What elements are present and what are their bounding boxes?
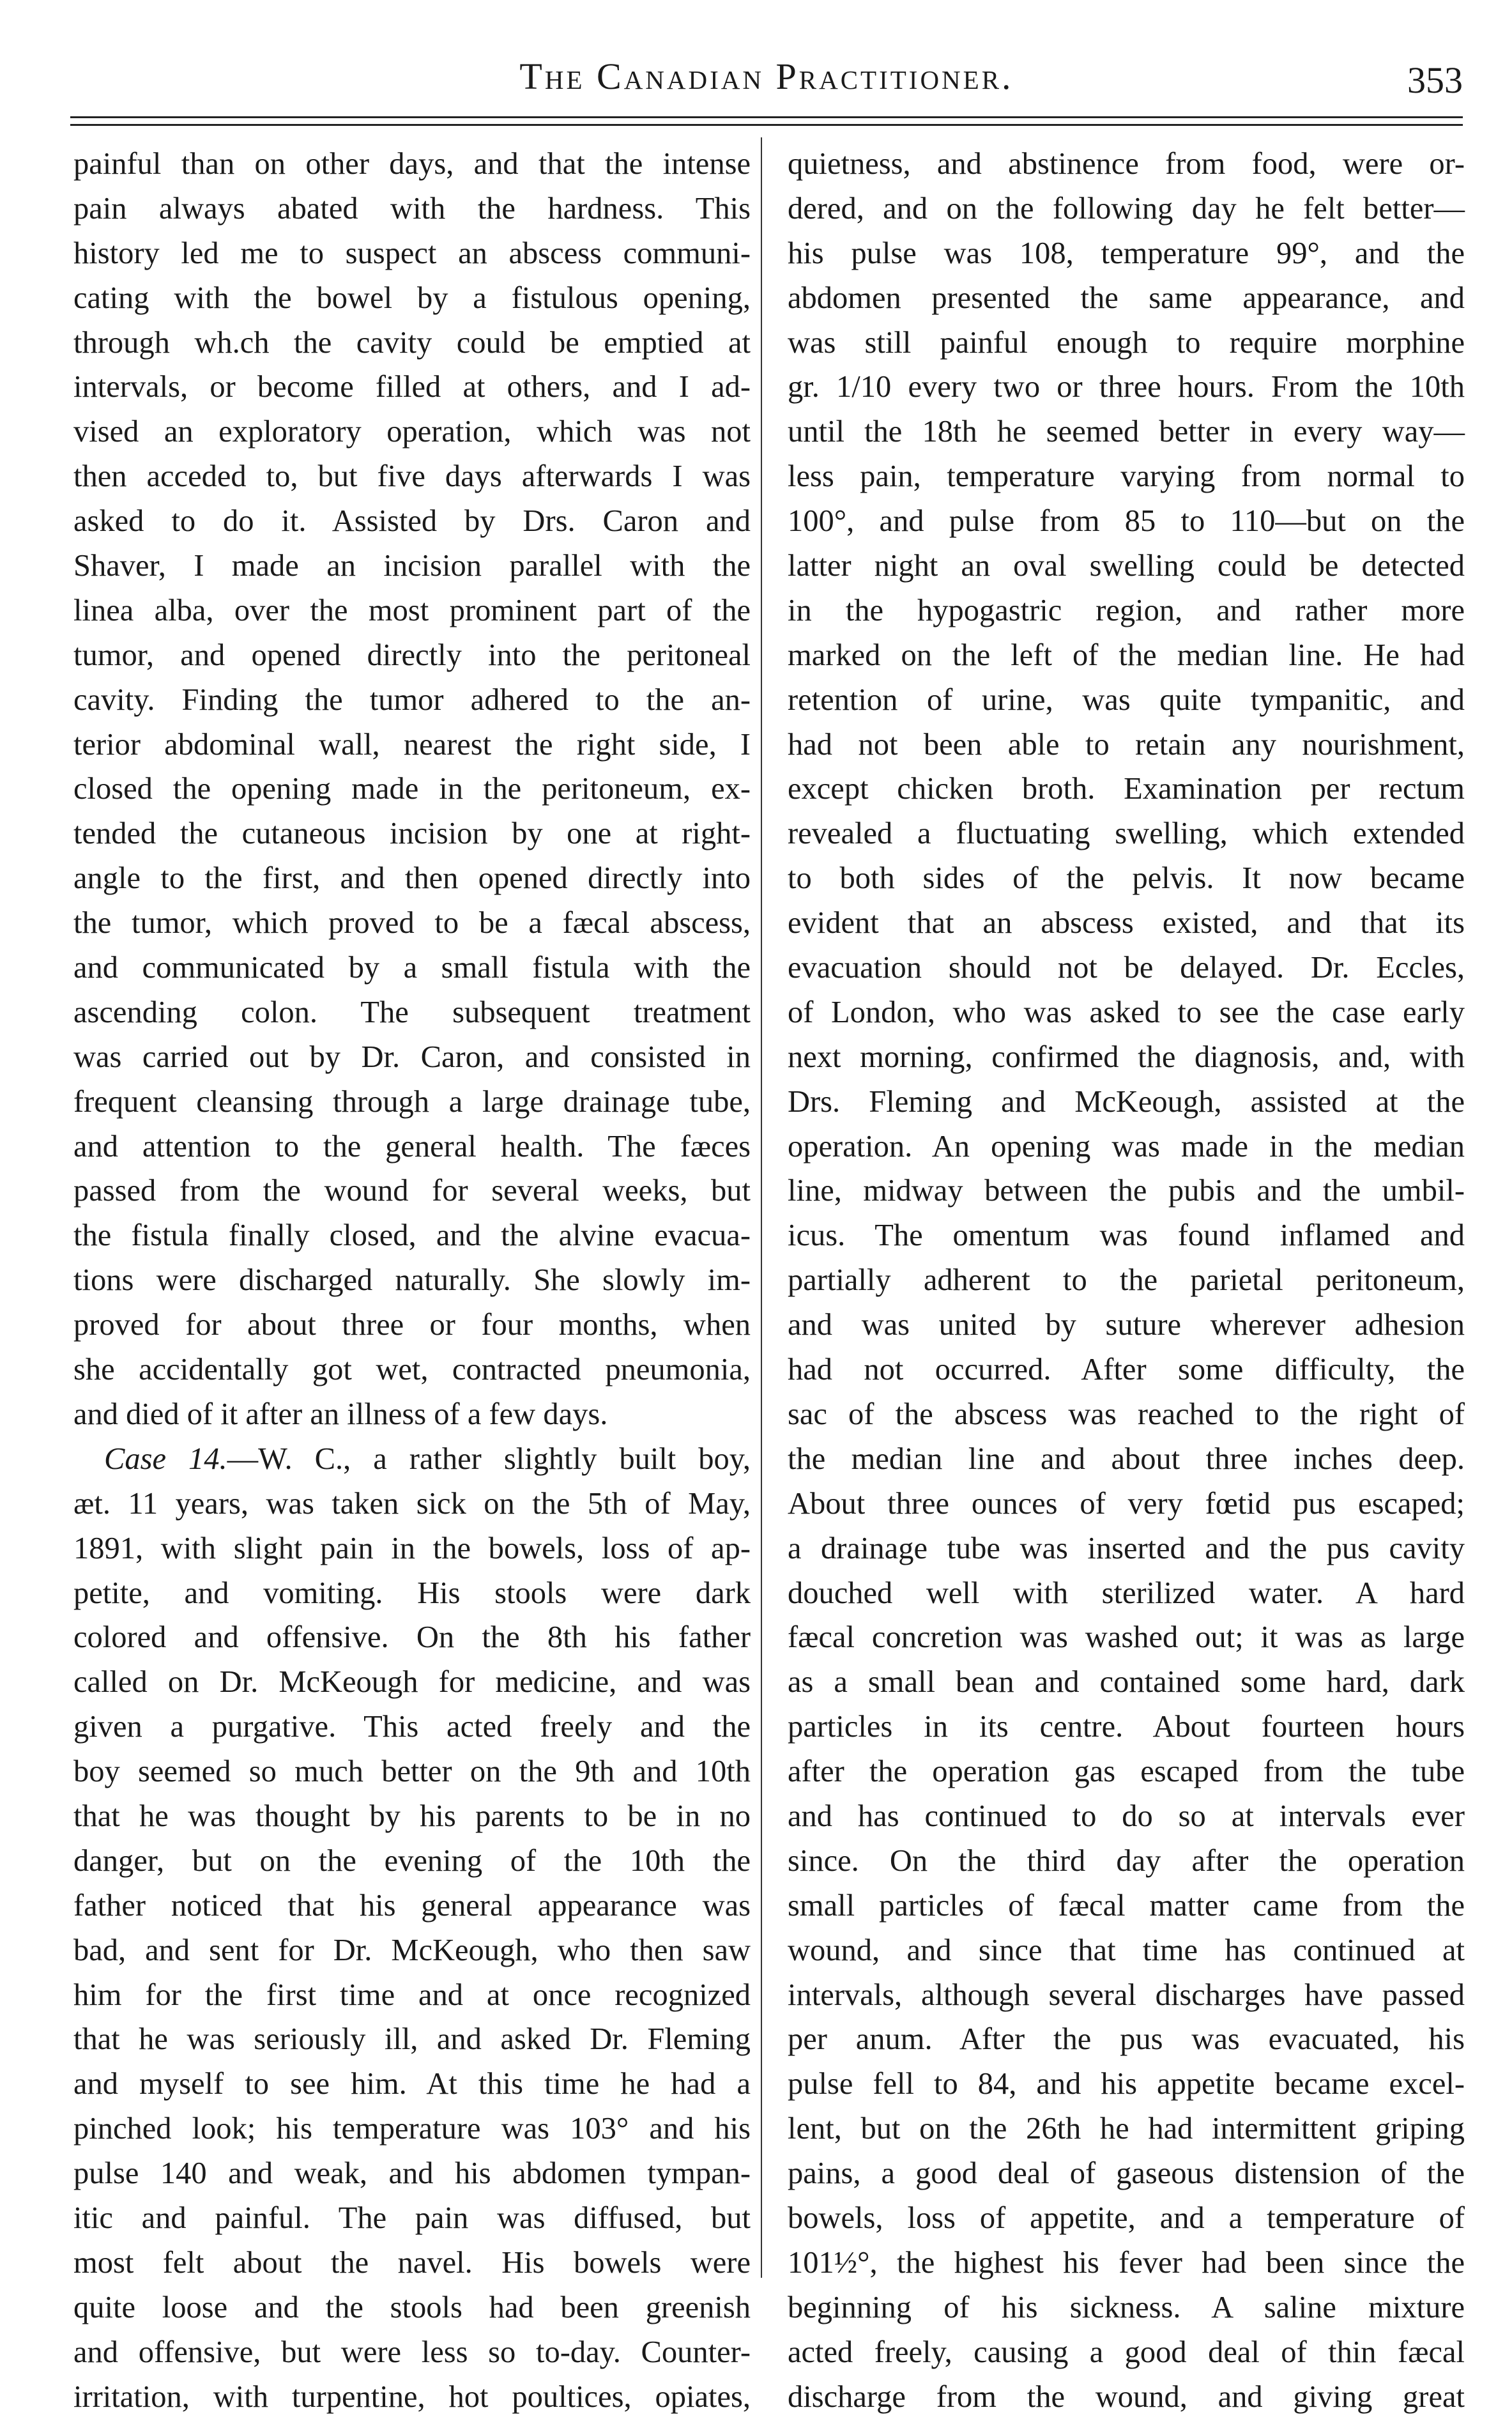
text-line [73,1437,751,1482]
text-line: abdomen presented the same appearance, and [788,280,1465,315]
text-line: him for the first time and at once recognized [73,1977,751,2012]
text-line: less pain, temperature varying from normal to [788,459,1465,494]
text-line: revealed a fluctuating swelling, which extended [788,817,1465,851]
text-line: bowels, loss of appetite, and a temperature of [788,2200,1465,2235]
text-line: pains, a good deal of gaseous distension of the [788,2156,1465,2191]
text-line: to both sides of the pelvis. It now became [788,861,1465,896]
text-line: tended the cutaneous incision by one at right- [73,817,751,851]
text-line: in the hypogastric region, and rather more [788,593,1465,627]
text-line: called on Dr. McKeough for medicine, and was [73,1665,751,1700]
text-line: evacuation should not be delayed. Dr. Eccles, [788,951,1465,985]
header-rule-bottom [70,124,1463,126]
text-line: history led me to suspect an abscess communi- [73,236,751,270]
text-line: intervals, although several discharges have passed [788,1977,1465,2012]
text-line: was still painful enough to require morphine [788,325,1465,360]
text-line: cating with the bowel by a fistulous opening, [73,280,751,315]
text-line: painful than on other days, and that the intense [73,147,751,181]
text-line: and communicated by a small fistula with the [73,951,751,985]
text-line: 101½°, the highest his fever had been since the [788,2245,1465,2280]
text-line: quietness, and abstinence from food, were or- [788,147,1465,181]
text-line: small particles of fæcal matter came from the [788,1888,1465,1923]
text-line: most felt about the navel. His bowels were [73,2245,751,2280]
left-column [73,142,751,2419]
text-line: given a purgative. This acted freely and the [73,1710,751,1744]
text-line: and was united by suture wherever adhesion [788,1308,1465,1342]
running-head [70,50,1463,107]
text-line: Shaver, I made an incision parallel with the [73,549,751,583]
text-line: 100°, and pulse from 85 to 110—but on the [788,504,1465,539]
text-line: itic and painful. The pain was diffused, but [73,2200,751,2235]
text-line: quite loose and the stools had been greenish [73,2290,751,2324]
text-line: asked to do it. Assisted by Drs. Caron and [73,504,751,539]
journal-title: The Canadian Practitioner. [519,56,1014,97]
text-line: colored and offensive. On the 8th his father [73,1620,751,1655]
text-line: passed from the wound for several weeks, but [73,1174,751,1208]
text-line: father noticed that his general appearance was [73,1888,751,1923]
text-line: pain always abated with the hardness. This [73,191,751,226]
text-line: and died of it after an illness of a few days. [73,1397,608,1431]
text-line: petite, and vomiting. His stools were dark [73,1576,751,1610]
text-line: icus. The omentum was found inflamed and [788,1218,1465,1253]
text-line: frequent cleansing through a large drainage tube, [73,1084,751,1119]
text-line: pulse 140 and weak, and his abdomen tympan- [73,2156,751,2191]
text-line: was carried out by Dr. Caron, and consisted in [73,1040,751,1074]
text-line: per anum. After the pus was evacuated, his [788,2022,1465,2057]
text-line: next morning, confirmed the diagnosis, and, with [788,1040,1465,1074]
text-line: terior abdominal wall, nearest the right side, I [73,727,751,762]
text-line: she accidentally got wet, contracted pneumonia, [73,1353,751,1387]
text-line: boy seemed so much better on the 9th and 10th [73,1755,751,1789]
text-line: douched well with sterilized water. A hard [788,1576,1465,1610]
text-line: gr. 1/10 every two or three hours. From the 10th [788,370,1465,404]
header-rule-top [70,116,1463,118]
text-line: tions were discharged naturally. She slowly im- [73,1263,751,1298]
text-line: except chicken broth. Examination per rectum [788,772,1465,806]
text-line: that he was thought by his parents to be in no [73,1799,751,1833]
text-line: sac of the abscess was reached to the right of [788,1397,1465,1431]
text-line: acted freely, causing a good deal of thin fæcal [788,2335,1465,2369]
text-line: his pulse was 108, temperature 99°, and the [788,236,1465,270]
text-line: danger, but on the evening of the 10th the [73,1843,751,1878]
text-line: latter night an oval swelling could be detected [788,549,1465,583]
text-line: line, midway between the pubis and the umbil- [788,1174,1465,1208]
text-line: through wh.ch the cavity could be emptied at [73,325,751,360]
text-line: had not occurred. After some difficulty, the [788,1353,1465,1387]
text-line: pinched look; his temperature was 103° and his [73,2112,751,2146]
text-line: the tumor, which proved to be a fæcal abscess, [73,906,751,941]
text-line: partially adherent to the parietal peritoneum, [788,1263,1465,1298]
text-line: 1891, with slight pain in the bowels, loss of ap- [73,1531,751,1565]
text-line: vised an exploratory operation, which was not [73,415,751,449]
text-line: operation. An opening was made in the median [788,1129,1465,1163]
case-label: Case 14. [104,1441,227,1476]
text-line: pulse fell to 84, and his appetite became excel- [788,2067,1465,2101]
paragraph [788,142,1465,2419]
text-line: æt. 11 years, was taken sick on the 5th of May, [73,1486,751,1521]
text-line: and attention to the general health. The fæces [73,1129,751,1163]
text-line: irritation, with turpentine, hot poultices, opiates, [73,2379,751,2414]
text-line: marked on the left of the median line. He had [788,638,1465,672]
text-line: the fistula finally closed, and the alvine evacua- [73,1218,751,1253]
text-line: tumor, and opened directly into the peritoneal [73,638,751,672]
text-line: after the operation gas escaped from the tube [788,1755,1465,1789]
text-line: then acceded to, but five days afterwards I was [73,459,751,494]
text-line: wound, and since that time has continued at [788,1933,1465,1967]
text-line: lent, but on the 26th he had intermittent griping [788,2112,1465,2146]
text-line: dered, and on the following day he felt better— [788,191,1465,226]
text-line: and has continued to do so at intervals ever [788,1799,1465,1833]
text-line: and myself to see him. At this time he had a [73,2067,751,2101]
text-line: of London, who was asked to see the case early [788,995,1465,1029]
paragraph [73,142,751,1437]
text-line: retention of urine, was quite tympanitic, and [788,682,1465,717]
text-line: linea alba, over the most prominent part of the [73,593,751,627]
text-line: and offensive, but were less so to-day. Counter- [73,2335,751,2369]
case-paragraph [73,1437,751,2419]
text-line: a drainage tube was inserted and the pus cavity [788,1531,1465,1565]
text-line: that he was seriously ill, and asked Dr. Fleming [73,2022,751,2057]
text-line: closed the opening made in the peritoneum, ex- [73,772,751,806]
text-line: had not been able to retain any nourishment, [788,727,1465,762]
text-line: the median line and about three inches deep. [788,1441,1465,1476]
text-line: intervals, or become filled at others, and I ad- [73,370,751,404]
text-line: as a small bean and contained some hard, dark [788,1665,1465,1700]
column-divider [761,137,762,2278]
text-line: proved for about three or four months, when [73,1308,751,1342]
text-line: ascending colon. The subsequent treatment [73,995,751,1029]
text-line: fæcal concretion was washed out; it was as large [788,1620,1465,1655]
text-line: Drs. Fleming and McKeough, assisted at the [788,1084,1465,1119]
text-line: since. On the third day after the operation [788,1843,1465,1878]
text-line: cavity. Finding the tumor adhered to the an- [73,682,751,717]
text-line: About three ounces of very fœtid pus escaped; [788,1486,1465,1521]
text-line: particles in its centre. About fourteen hours [788,1710,1465,1744]
case-line-text: —W. C., a rather slightly built boy, [227,1441,751,1476]
text-line: beginning of his sickness. A saline mixture [788,2290,1465,2324]
right-column [788,142,1465,2419]
text-line: evident that an abscess existed, and that its [788,906,1465,941]
text-line: until the 18th he seemed better in every way— [788,415,1465,449]
text-line: angle to the first, and then opened directly into [73,861,751,896]
text-line: discharge from the wound, and giving great [788,2379,1465,2414]
page-number: 353 [1407,59,1463,101]
text-line: bad, and sent for Dr. McKeough, who then saw [73,1933,751,1967]
